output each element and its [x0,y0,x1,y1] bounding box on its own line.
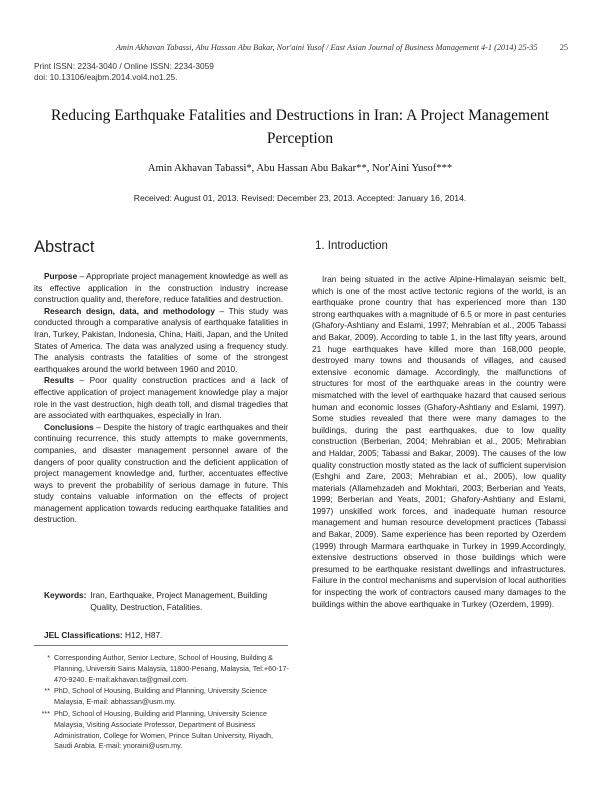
keywords-block [34,590,288,613]
footnote-mark: *** [41,708,50,718]
issn-line: Print ISSN: 2234-3040 / Online ISSN: 2234-3059 [34,61,214,71]
footnote-item [34,709,290,752]
jel-text: H12, H87. [122,630,163,640]
footnote-text: PhD, School of Housing, Building and Planning, University Science Malaysia, E-mail: abhassan@usm.my. [54,686,267,707]
issn-block [34,61,214,82]
jel-label: JEL Classifications: [44,630,123,640]
results-label: Results [44,375,74,386]
design-text: – This study was conducted through a comparative analysis of earthquake fatalities in Iran, Turkey, Pakistan, Indonesia, China, Haiti, Japan, and the United States of America. The data was analyzed using a frequency study. The analysis contrasts the fatalities of some of the strongest earthquakes around the world between 1960 and 2010. [34,305,288,374]
footnotes [34,653,290,753]
running-head-text: Amin Akhavan Tabassi, Abu Hassan Abu Bakar, Nor'aini Yusof / East Asian Journal of Business Management 4-1 (2014) 25-35 [115,43,538,52]
doi-line: doi: 10.13106/eajbm.2014.vol4.no1.25. [34,71,178,82]
footnote-text: PhD, School of Housing, Building and Planning, University Science Malaysia, Visiting Associate Professor, Department of Business Administration, College for Women, Prince Sultan University, Riyadh, Saudi Arabia. E-mail: ynoraini@usm.my. [54,708,274,751]
running-head [0,43,568,52]
footnote-text: Corresponding Author, Senior Lecture, School of Housing, Building & Planning, Universiti Sains Malaysia, 11800-Penang, Malaysia, Tel:+60-17-470-9240. E-mail:akhavan.ta@gmail.com. [54,653,289,684]
abstract-purpose [34,271,288,306]
results-text: – Poor quality construction practices and a lack of effective application of project management knowledge play a major role in the vast destruction, high death toll, and dismal tragedies that are associated with earthquakes, especially in Iran. [34,375,288,421]
purpose-label: Purpose [44,271,78,281]
author-list: Amin Akhavan Tabassi*, Abu Hassan Abu Bakar**, Nor'Aini Yusof*** [147,163,453,174]
introduction-body [312,274,566,610]
purpose-text: – Appropriate project management knowledge as well as its effective application in the construction industry increase construction quality and, therefore, reduce fatalities and destruction. [34,271,288,305]
footnote-mark: * [47,653,50,662]
jel-classifications [44,630,162,640]
footnote-item [34,653,290,685]
design-label: Research design, data, and methodology [44,305,215,316]
footnote-item [34,686,290,708]
submission-dates: Received: August 01, 2013. Revised: December 23, 2013. Accepted: January 16, 2014. [133,193,467,203]
paper-title [30,104,570,150]
abstract-body [34,271,288,526]
keywords-text: Iran, Earthquake, Project Management, Building Quality, Destruction, Fatalities. [90,590,268,612]
abstract-results [34,375,288,421]
introduction-paragraph: Iran being situated in the active Alpine-Himalayan seismic belt, which is one of the most active tectonic regions of the world, is an earthquake prone country that has experienced more than 130 strong earthquakes with a magnitude of 6.5 or more in past centuries (Ghafory-Ashtiany and Eslami, 1997; Mehrabian et al., 2005 Tabassi and Bakar, 2009). According to table 1, in the last fifty years, around 21 huge earthquakes have killed more than 168,000 people, destroyed many towns and thousands of villages, and caused extensive economic damage. Accordingly, the malfunctions of structures for most of the earthquake areas in the country were mismatched with the level of earthquake hazard that caused serious human and economic losses (Ghafory-Ashtiany and Eslami, 1997). Some studies revealed that there were many damages to the buildings, during the past earthquakes, due to low quality construction (Berberian, 2004; Mehrabian et al., 2005; Mehrabian and Haldar, 2005; Tabassi and Bakar, 2009). The causes of the low quality construction mostly stated as the lack of sufficient supervision (Eshghi and Zare, 2003; Mehrabian et al., 2005), low quality materials (Allamehzadeh and Mokhtari, 2003; Berberian and Yeats, 1999; Berberian and Yeats, 2001; Ghafory-Ashtiany and Eslami, 1997) unskilled work forces, and inadequate human resource management and human resource development practices (Tabassi and Bakar, 2009). Same experience has been reported by Ozerdem (1999) through Marmara earthquake in Turkey in 1999.Accordingly, extensive destructions observed in those buildings which were presumed to be earthquake resistant dwellings and infrastructures. Failure in the control mechanisms and supervision of local authorities for inspecting the work of contractors caused many damages to the buildings within the above earthquake in Turkey (Ozerdem, 1999). [312,274,566,609]
conclusions-label: Conclusions [44,421,94,432]
abstract-design [34,306,288,376]
title-line-2: Perception [266,130,334,147]
footnote-divider [34,645,288,646]
page-number: 25 [559,43,568,52]
footnote-mark: ** [44,686,50,696]
abstract-conclusions [34,422,288,526]
keywords-label: Keywords: [44,590,87,600]
abstract-heading: Abstract [34,238,95,256]
introduction-heading: 1. Introduction [315,240,388,252]
conclusions-text: – Despite the history of tragic earthquakes and their continuing recurrence, this study attempts to make governments, companies, and disaster management personnel aware of the dangers of poor quality construction and the deficient application of project management knowledge and, further, accentuates effective ways to prevent the probability of serious damage in future. This study contains valuable information on the effects of project management application towards reducing earthquake fatalities and destruction. [34,421,288,525]
title-line-1: Reducing Earthquake Fatalities and Destructions in Iran: A Project Management [50,107,550,124]
